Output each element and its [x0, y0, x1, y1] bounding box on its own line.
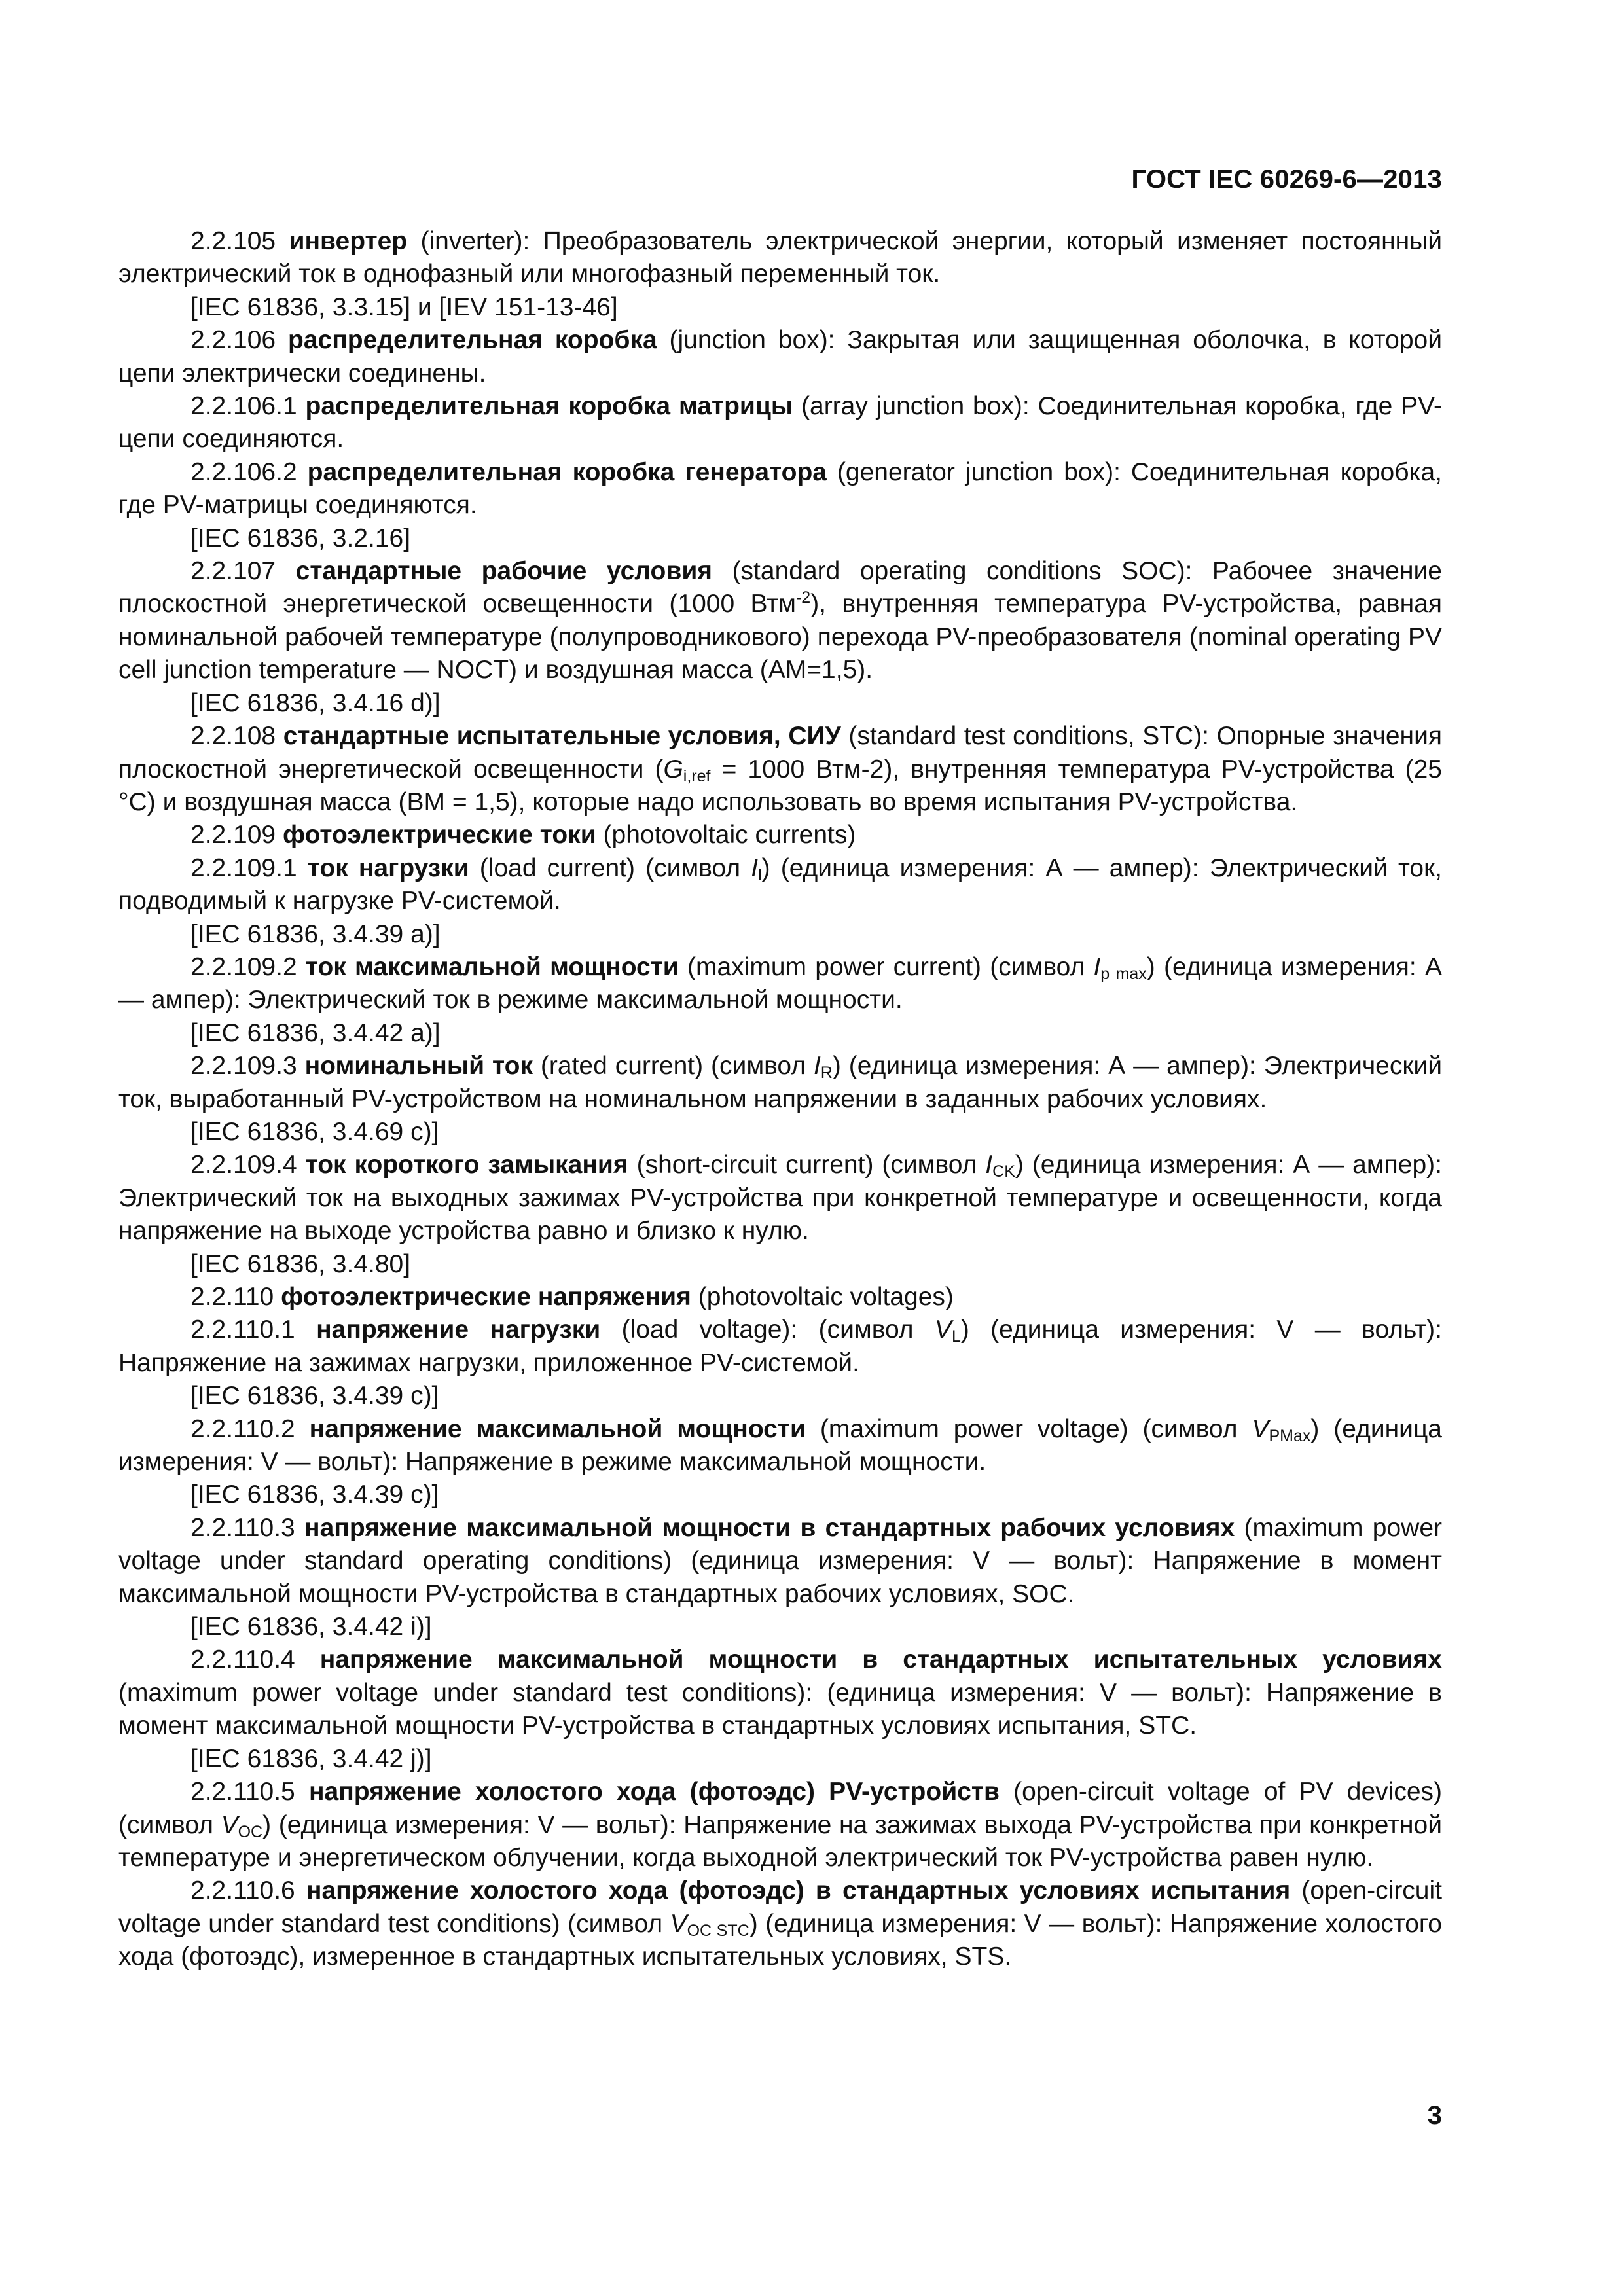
- symbol: V: [221, 1810, 238, 1839]
- term: напряжение максимальной мощности в стандартных испытательных условиях: [319, 1645, 1442, 1674]
- definition-text: (load voltage): (символ: [600, 1316, 935, 1344]
- document-header: ГОСТ IEC 60269-6—2013: [1131, 165, 1442, 194]
- definition-entry: [118, 1643, 1442, 1742]
- definition-text: (load current) (символ: [469, 853, 751, 882]
- definition-entry: [118, 852, 1442, 918]
- reference-line: [IEC 61836, 3.2.16]: [190, 524, 411, 552]
- definition-entry: [118, 720, 1442, 819]
- definition-entry: [118, 225, 1442, 291]
- term: распределительная коробка: [288, 326, 657, 355]
- clause-number: 2.2.106.2: [190, 457, 308, 486]
- definition-entry: [118, 1281, 1442, 1314]
- superscript: -2: [795, 588, 811, 607]
- clause-number: 2.2.110.6: [190, 1876, 306, 1905]
- symbol: I: [1093, 952, 1101, 981]
- term: стандартные испытательные условия, СИУ: [283, 722, 841, 751]
- term: напряжение холостого хода (фотоэдс) в стандартных условиях испытания: [306, 1876, 1291, 1905]
- definition-entry: [118, 1874, 1442, 1973]
- reference-line: [IEC 61836, 3.4.42 а)]: [190, 1018, 441, 1047]
- clause-number: 2.2.106.1: [190, 392, 306, 421]
- term: напряжение максимальной мощности в стандартных рабочих условиях: [304, 1513, 1235, 1542]
- definition-entry: [118, 1512, 1442, 1611]
- definition-entry: [118, 819, 1442, 852]
- reference-line: [IEC 61836, 3.3.15] и [IEV 151-13-46]: [190, 293, 618, 321]
- definition-entry: [118, 1314, 1442, 1380]
- term: фотоэлектрические токи: [282, 821, 596, 850]
- clause-number: 2.2.109.4: [190, 1151, 306, 1179]
- definition-text-tail: ) (единица измерения: V — вольт): Напряжение на зажимах выхода PV-устройства при конкретной температуре и энергетическом облучении, когда выходной электрический ток PV-устройства равен нулю.: [118, 1810, 1443, 1872]
- clause-number: 2.2.110.5: [190, 1778, 309, 1806]
- clause-number: 2.2.110.4: [190, 1645, 320, 1674]
- page-number: 3: [1427, 2101, 1442, 2130]
- term: напряжение максимальной мощности: [309, 1414, 806, 1443]
- definition-text: (open-circuit voltage of PV devices) (символ: [118, 1778, 1442, 1839]
- definition-text: (photovoltaic voltages): [691, 1283, 954, 1311]
- definition-text: (maximum power voltage) (символ: [805, 1414, 1252, 1443]
- symbol: I: [813, 1052, 821, 1081]
- clause-number: 2.2.110.2: [190, 1414, 310, 1443]
- term: напряжение нагрузки: [316, 1316, 601, 1344]
- subscript: i,ref: [683, 766, 711, 785]
- symbol: V: [670, 1909, 687, 1938]
- definition-entry: [118, 1413, 1442, 1479]
- symbol: I: [751, 853, 759, 882]
- clause-number: 2.2.108: [190, 722, 283, 751]
- term: инвертер: [289, 227, 408, 255]
- subscript: PMax: [1269, 1426, 1311, 1445]
- definition-text-tail: ) (единица измерения: А — ампер): Электрический ток, подводимый к нагрузке PV-системой.: [118, 853, 1443, 916]
- clause-number: 2.2.109.1: [190, 853, 308, 882]
- definition-text: (maximum power voltage under standard operating conditions) (единица измерения: V — вольт): Напряжение в момент максимальной мощности PV-устройства в стандартных рабочих условиях, SOC.: [118, 1513, 1443, 1608]
- term: фотоэлектрические напряжения: [281, 1283, 691, 1311]
- term: ток максимальной мощности: [305, 952, 679, 981]
- reference-line: [IEC 61836, 3.4.39 а)]: [190, 920, 441, 948]
- clause-number: 2.2.109.2: [190, 952, 306, 981]
- term: распределительная коробка генератора: [307, 457, 827, 486]
- definition-text-tail: = 1000 Втм-2), внутренняя температура PV-устройства (25 °С) и воздушная масса (ВМ = 1,5), которые надо использовать во время испытания PV-устройства.: [118, 755, 1442, 816]
- definition-entry: [118, 1776, 1442, 1874]
- definition-text-tail: ) (единица измерения: А — ампер): Электрический ток, выработанный PV-устройством на номинальном напряжении в заданных рабочих условиях.: [118, 1052, 1442, 1113]
- definition-text: (inverter): Преобразователь электрической энергии, который изменяет постоянный электрический ток в однофазный или многофазный переменный ток.: [118, 227, 1442, 289]
- clause-number: 2.2.105: [190, 227, 289, 255]
- term: стандартные рабочие условия: [295, 557, 713, 586]
- clause-number: 2.2.110: [190, 1283, 281, 1311]
- definition-text: (standard test conditions, STC): Опорные значения плоскостной энергетической освещенности (: [118, 722, 1442, 783]
- reference-line: [IEC 61836, 3.4.42 j)]: [190, 1744, 432, 1773]
- subscript: OC: [238, 1822, 263, 1841]
- term: ток короткого замыкания: [305, 1151, 628, 1179]
- symbol: I: [985, 1151, 993, 1179]
- clause-number: 2.2.106: [190, 326, 288, 355]
- definition-text: (photovoltaic currents): [596, 821, 856, 850]
- reference-line: [IEC 61836, 3.4.69 с)]: [190, 1117, 439, 1146]
- subscript: L: [951, 1327, 961, 1346]
- term: ток нагрузки: [307, 853, 469, 882]
- clause-number: 2.2.110.3: [190, 1513, 305, 1542]
- term: номинальный ток: [304, 1052, 533, 1081]
- definition-entry: [118, 1149, 1442, 1247]
- subscript: p max: [1100, 964, 1147, 983]
- document-body: [118, 225, 1442, 1974]
- subscript: OC STC: [687, 1921, 749, 1940]
- symbol: G: [663, 755, 683, 783]
- definition-text: (maximum power voltage under standard test conditions): (единица измерения: V — вольт): Напряжение в момент максимальной мощности PV-устройства в стандартных условиях испытания, STC.: [118, 1678, 1442, 1740]
- term: распределительная коробка матрицы: [305, 392, 793, 421]
- definition-text: (open-circuit voltage under standard test conditions) (символ: [118, 1876, 1442, 1938]
- definition-text-tail: ) (единица измерения: А — ампер): Электрический ток на выходных зажимах PV-устройства при конкретной температуре и освещенности, когда напряжение на выходе устройства равно и близко к нулю.: [118, 1151, 1442, 1246]
- definition-text-tail: ) (единица измерения: V — вольт): Напряжение на зажимах нагрузки, приложенное PV-системой.: [118, 1316, 1442, 1377]
- subscript: CK: [992, 1162, 1015, 1181]
- definition-text-tail: ) (единица измерения: V — вольт): Напряжение в режиме максимальной мощности.: [118, 1414, 1442, 1477]
- definition-text: (array junction box): Соединительная коробка, где PV-цепи соединяются.: [118, 392, 1442, 454]
- reference-line: [IEC 61836, 3.4.39 с)]: [190, 1382, 439, 1410]
- symbol: V: [934, 1316, 952, 1344]
- definition-text-tail: ), внутренняя температура PV-устройства, равная номинальной рабочей температуре (полупроводникового) перехода PV-преобразователя (nominal operating PV cell junction temperature — NOCT) и воздушная масса (АМ=1,5).: [118, 590, 1442, 685]
- definition-text: (rated current) (символ: [532, 1052, 814, 1081]
- definition-text: (standard operating conditions SOC): Рабочее значение плоскостной энергетической освещенности (1000 Втм: [118, 557, 1442, 619]
- reference-line: [IEC 61836, 3.4.42 i)]: [190, 1613, 432, 1641]
- definition-text: (generator junction box): Соединительная коробка, где PV-матрицы соединяются.: [118, 457, 1442, 520]
- reference-line: [IEC 61836, 3.4.80]: [190, 1249, 411, 1278]
- definition-text-tail: ) (единица измерения: V — вольт): Напряжение холостого хода (фотоэдс), измеренное в стандартных испытательных условиях, STS.: [118, 1909, 1442, 1971]
- clause-number: 2.2.107: [190, 557, 296, 586]
- subscript: l: [758, 865, 762, 884]
- definition-text: (junction box): Закрытая или защищенная оболочка, в которой цепи электрически соединены.: [118, 326, 1442, 387]
- definition-entry: [118, 951, 1442, 1017]
- subscript: R: [820, 1064, 833, 1083]
- definition-entry: [118, 1050, 1442, 1116]
- reference-line: [IEC 61836, 3.4.39 с)]: [190, 1480, 439, 1509]
- definition-entry: [118, 324, 1442, 390]
- symbol: V: [1252, 1414, 1269, 1443]
- clause-number: 2.2.109: [190, 821, 283, 850]
- definition-text-tail: ) (единица измерения: А — ампер): Электрический ток в режиме максимальной мощности.: [118, 952, 1442, 1014]
- definition-entry: [118, 390, 1442, 456]
- definition-entry: [118, 555, 1442, 687]
- definition-entry: [118, 456, 1442, 522]
- definition-text: (short-circuit current) (символ: [628, 1151, 986, 1179]
- term: напряжение холостого хода (фотоэдс) PV-устройств: [308, 1778, 1000, 1806]
- clause-number: 2.2.110.1: [190, 1316, 317, 1344]
- reference-line: [IEC 61836, 3.4.16 d)]: [190, 689, 441, 717]
- definition-text: (maximum power current) (символ: [678, 952, 1094, 981]
- clause-number: 2.2.109.3: [190, 1052, 305, 1081]
